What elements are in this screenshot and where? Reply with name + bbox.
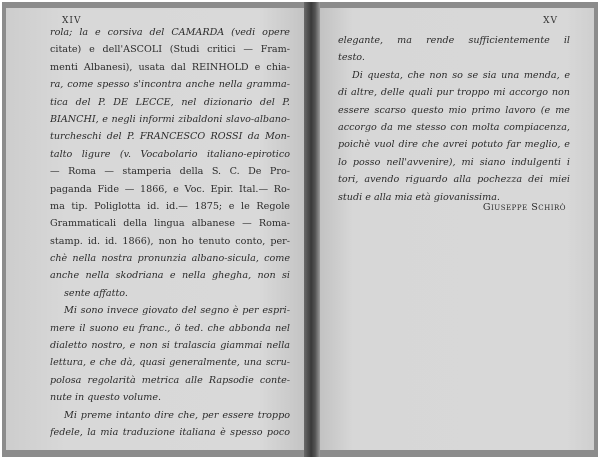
text-line: accorgo da me stesso con molta compiacenza,: [338, 121, 570, 133]
text-line: Mi sono invece giovato del segno è per espri-: [64, 305, 290, 317]
text-line: — Roma — stamperia della S. C. De Pro-: [50, 166, 290, 178]
text-line: citate) e dell'ASCOLI (Studi critici — Fram-: [50, 44, 290, 56]
text-line: ra, come spesso s'incontra anche nella gramma-: [50, 79, 290, 91]
text-line: dialetto nostro, e non si tralascia giammai nella: [50, 340, 290, 352]
text-line: tica del P. DE LECCE, nel dizionario del P.: [50, 96, 290, 108]
text-line: testo.: [338, 52, 365, 64]
text-line: Di questa, che non so se sia una menda, e: [352, 69, 570, 81]
text-line: anche nella skodriana e nella ghegha, non si: [50, 270, 290, 282]
text-line: chè nella nostra pronunzia albano-sicula, come: [50, 253, 290, 265]
text-line: elegante, ma rende sufficientemente il: [338, 35, 570, 46]
page-number: XIV: [62, 16, 82, 26]
text-line: tori, avendo riguardo alla pochezza dei miei: [338, 174, 570, 186]
text-line: turcheschi del P. FRANCESCO ROSSI da Mon-: [50, 131, 290, 143]
text-line: paganda Fide — 1866, e Voc. Epir. Ital.— Ro-: [50, 183, 290, 195]
text-line: di altre, delle quali pur troppo mi accorgo non: [338, 87, 570, 99]
text-line: fedele, la mia traduzione italiana è spesso poco: [50, 427, 290, 439]
page-number: XV: [543, 16, 558, 26]
text-line: sente affatto.: [64, 287, 128, 299]
text-line: stamp. id. id. 1866), non ho tenuto conto, per-: [50, 235, 290, 247]
left-page: [6, 8, 304, 450]
text-line: poichè vuol dire che avrei potuto far meglio, e: [338, 139, 570, 151]
text-line: rola; la e corsiva del CAMARDA (vedi opere: [50, 27, 290, 38]
text-line: polosa regolarità metrica alle Rapsodie conte-: [50, 374, 290, 386]
right-page: [320, 8, 594, 450]
left-page-text: [50, 24, 290, 441]
text-line: nute in questo volume.: [50, 392, 162, 404]
book-spread: [2, 2, 598, 457]
text-line: menti Albanesi), usata dal REINHOLD e chia-: [50, 61, 290, 73]
text-line: lo posso nell'avvenire), mi siano indulgenti i: [338, 156, 570, 168]
text-line: mere il suono eu franc., ö ted. che abbonda nel: [50, 322, 290, 334]
text-line: talto ligure (v. Vocabolario italiano-epirotico: [50, 148, 290, 160]
book-gutter: [304, 2, 320, 457]
text-line: lettura, e che dà, quasi generalmente, una scru-: [50, 357, 290, 369]
text-line: Mi preme intanto dire che, per essere troppo: [64, 409, 290, 421]
author-signature: Giuseppe Schirò: [482, 202, 566, 213]
text-line: ma tip. Poliglotta id. id.— 1875; e le Regole: [50, 200, 290, 212]
text-line: Grammaticali della lingua albanese — Roma-: [50, 218, 290, 230]
text-line: studi e alla mia età giovanissima.: [338, 191, 500, 203]
right-page-text: [338, 32, 570, 206]
text-line: essere scarso questo mio primo lavoro (e me: [338, 104, 570, 116]
text-line: BIANCHI, e negli informi zibaldoni slavo-albano-: [50, 113, 290, 125]
